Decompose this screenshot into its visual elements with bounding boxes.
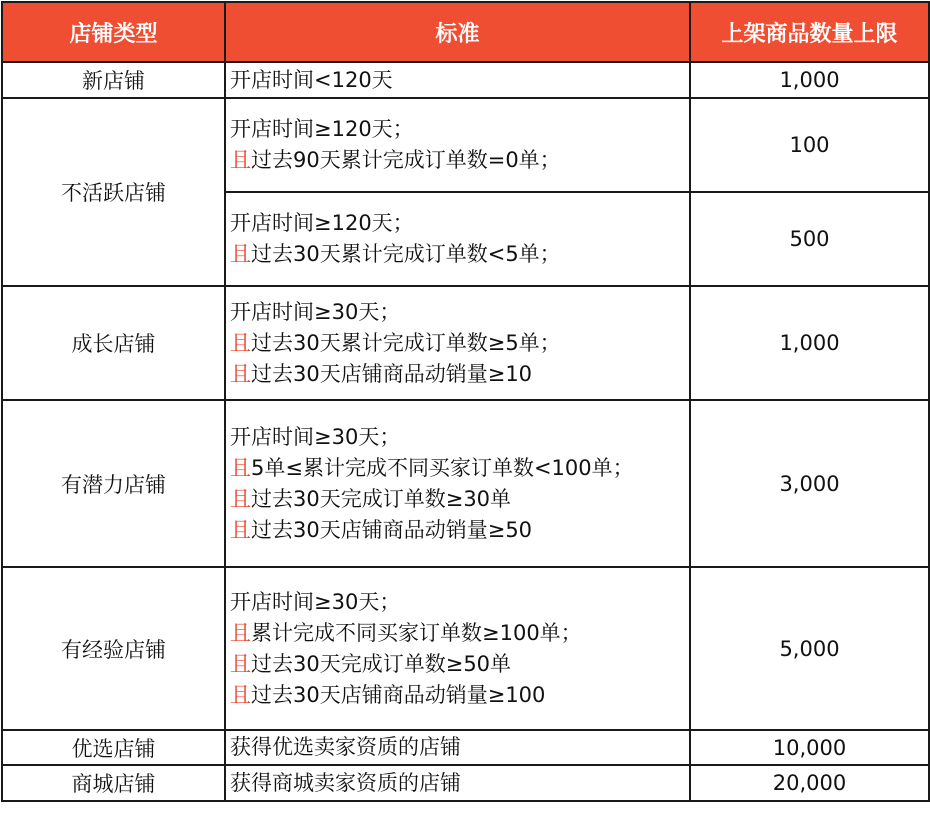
header-criteria: 标准 [225,2,690,62]
and-marker: 且 [230,682,251,707]
criteria-text: 过去30天店铺商品动销量≥100 [251,682,546,707]
listing-limit-cell: 10,000 [690,730,929,765]
criteria-text: 过去30天店铺商品动销量≥10 [251,361,533,386]
criteria-cell [225,286,690,400]
criteria-line [230,328,689,359]
shop-type-cell: 优选店铺 [2,730,225,765]
shop-type-cell: 有潜力店铺 [2,400,225,567]
shop-listing-limit-table [1,1,930,802]
criteria-text: 开店时间≥120天； [230,211,414,235]
listing-limit-cell: 20,000 [690,765,929,801]
table-row [2,567,929,730]
shop-type-cell: 新店铺 [2,62,225,98]
header-row [2,2,929,62]
criteria-line [230,768,689,799]
criteria-line [230,145,689,176]
table-row [2,730,929,765]
and-marker: 且 [230,517,251,542]
criteria-text: 5单≤累计完成不同买家订单数<100单； [251,455,634,480]
criteria-line [230,422,689,453]
listing-limit-cell: 1,000 [690,62,929,98]
criteria-line [230,453,689,484]
criteria-cell [225,98,690,192]
listing-limit-cell: 100 [690,98,929,192]
criteria-line [230,649,689,680]
table-row [2,98,929,192]
criteria-text: 开店时间≥30天； [230,589,401,614]
header-shop-type: 店铺类型 [2,2,225,62]
and-marker: 且 [230,361,251,386]
criteria-line [230,515,689,546]
and-marker: 且 [230,455,251,480]
criteria-text: 过去30天累计完成订单数<5单； [251,242,561,266]
criteria-line [230,618,689,649]
and-marker: 且 [230,148,251,172]
criteria-text: 过去30天店铺商品动销量≥50 [251,517,533,542]
criteria-text: 过去90天累计完成订单数=0单； [251,148,561,172]
table-row [2,286,929,400]
criteria-line [230,359,689,390]
and-marker: 且 [230,620,251,645]
criteria-cell [225,400,690,567]
criteria-line [230,484,689,515]
listing-limit-cell: 500 [690,192,929,286]
criteria-text: 开店时间≥30天； [230,299,401,324]
shop-type-cell: 有经验店铺 [2,567,225,730]
criteria-text: 过去30天完成订单数≥50单 [251,651,512,676]
criteria-line [230,114,689,145]
criteria-text: 过去30天累计完成订单数≥5单； [251,330,561,355]
criteria-line [230,297,689,328]
shop-type-cell: 不活跃店铺 [2,98,225,286]
criteria-cell [225,730,690,765]
and-marker: 且 [230,242,251,266]
criteria-line [230,587,689,618]
criteria-text: 获得优选卖家资质的店铺 [230,735,461,759]
table-row [2,400,929,567]
criteria-text: 累计完成不同买家订单数≥100单； [251,620,582,645]
criteria-text: 开店时间≥30天； [230,424,401,449]
criteria-line [230,732,689,763]
and-marker: 且 [230,651,251,676]
criteria-text: 过去30天完成订单数≥30单 [251,486,512,511]
criteria-text: 开店时间≥120天； [230,117,414,141]
criteria-text: 获得商城卖家资质的店铺 [230,770,461,795]
table-row [2,62,929,98]
criteria-line [230,65,689,96]
shop-type-cell: 成长店铺 [2,286,225,400]
criteria-cell [225,192,690,286]
and-marker: 且 [230,330,251,355]
table-row [2,765,929,801]
criteria-line [230,208,689,239]
criteria-cell [225,62,690,98]
listing-limit-cell: 3,000 [690,400,929,567]
header-listing-limit: 上架商品数量上限 [690,2,929,62]
criteria-line [230,239,689,270]
criteria-line [230,680,689,711]
and-marker: 且 [230,486,251,511]
shop-type-cell: 商城店铺 [2,765,225,801]
listing-limit-cell: 5,000 [690,567,929,730]
criteria-cell [225,567,690,730]
listing-limit-cell: 1,000 [690,286,929,400]
criteria-cell [225,765,690,801]
criteria-text: 开店时间<120天 [230,67,393,92]
